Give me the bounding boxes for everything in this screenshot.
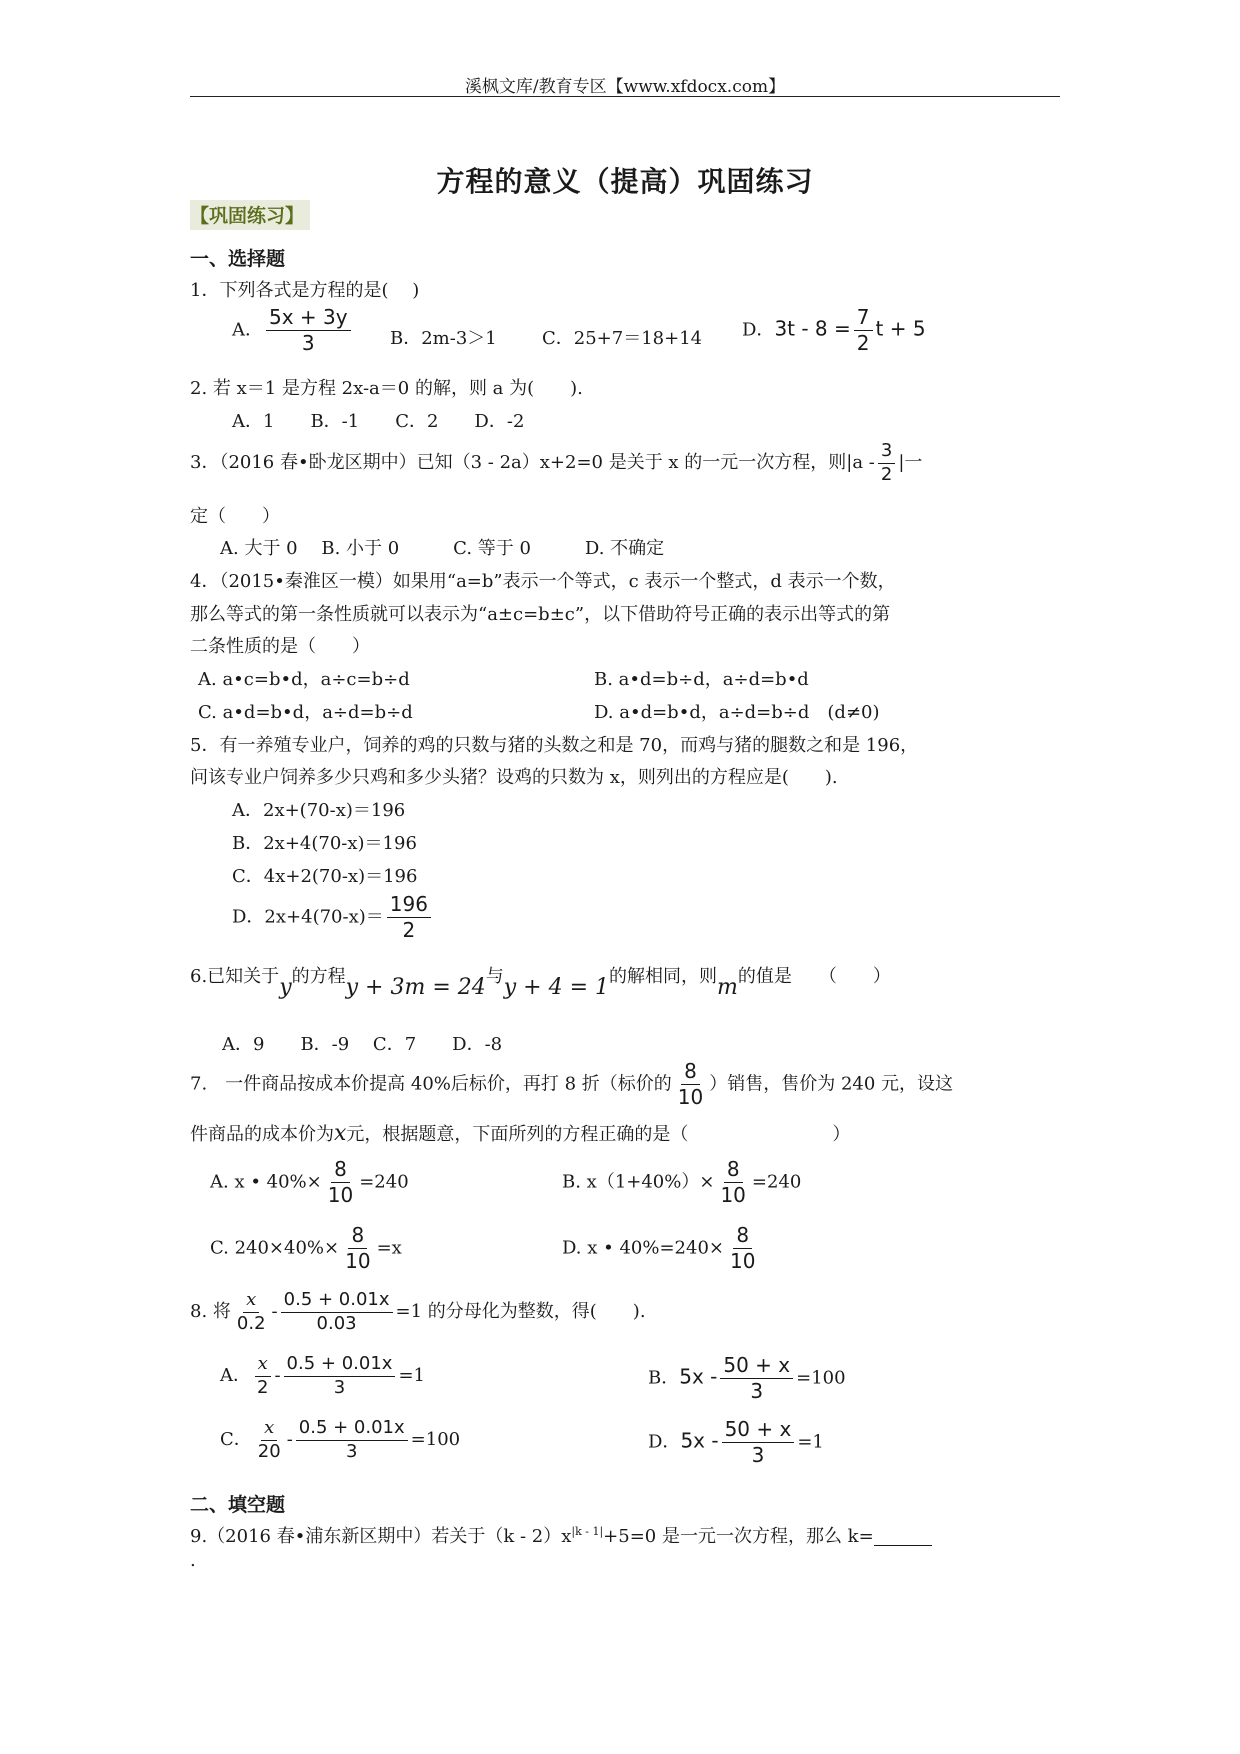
page-title: 方程的意义（提高）巩固练习 [436,165,814,198]
q1-option-d: D．3t - 8 = $\frac{7}{2}$ t + 5 [742,305,926,355]
q6-options: A．9 B．-9 C．7 D．-8 [222,1034,503,1055]
q4-option-b: B. a•d=b÷d，a÷d=b•d [594,669,809,690]
q4-option-a: A. a•c=b•d，a÷c=b÷d [198,669,410,690]
q7-option-c: C. 240×40%× $\frac{8}{10}$ =x [210,1223,402,1273]
q9-answer-blank[interactable] [874,1527,932,1546]
q4-option-c: C. a•d=b•d，a÷d=b÷d [198,702,413,723]
section-heading-choice: 一、选择题 [190,248,286,270]
q8-option-b: B．5x - $\frac{50 + x}{3}$ =100 [648,1353,846,1403]
q3-stem: 3．（2016 春•卧龙区期中）已知（3 - 2a）x+2=0 是关于 x 的一元一次方程，则|a - $\frac{3}{2}$ |一 [190,440,923,485]
q2-options: A．1 B．-1 C．2 D．-2 [232,411,525,432]
page-header: 溪枫文库/教育专区【www.xfdocx.com】 [464,77,786,97]
q7-option-b: B. x（1+40%）× $\frac{8}{10}$ =240 [562,1157,802,1207]
q8-option-a: A． $\frac{x}{2}$ - $\frac{0.5 + 0.01x}{3}$ =1 [220,1353,425,1398]
q7-line-1: 7. 一件商品按成本价提高 40%后标价，再打 8 折（标价的 $\frac{8}{10}$ ）销售，售价为 240 元，设这 [190,1059,954,1109]
q4-line-1: 4．（2015•秦淮区一模）如果用“a=b”表示一个等式，c 表示一个整式，d 表示一个数， [190,571,896,592]
q1-option-a: A． $\frac{5x + 3y}{3}$ [232,306,354,355]
q5-option-a: A．2x+(70-x)＝196 [232,800,406,821]
q8-stem: 8. 将 $\frac{x}{0.2}$ - $\frac{0.5 + 0.01x}{0.03}$ =1 的分母化为整数，得( ). [190,1289,646,1334]
q5-option-b: B．2x+4(70-x)＝196 [232,833,417,854]
q1-stem: 1．下列各式是方程的是( ) [190,280,420,301]
q1-option-b: B．2m-3＞1 [390,328,497,349]
q4-option-d: D. a•d=b•d，a÷d=b÷d (d≠0) [594,702,880,723]
q6-stem: 6.已知关于y的方程y + 3m = 24与y + 4 = 1的解相同，则m的值是 （ ） [190,966,891,1000]
q3-stem-cont: 定（ ） [190,506,280,527]
q7-option-d: D. x • 40%=240× $\frac{8}{10}$ [562,1223,756,1273]
q7-option-a: A. x • 40%× $\frac{8}{10}$ =240 [210,1157,409,1207]
q2-stem: 2. 若 x＝1 是方程 2x-a＝0 的解，则 a 为( ). [190,378,583,399]
q4-line-3: 二条性质的是（ ） [190,636,370,657]
q7-line-2: 件商品的成本价为x元，根据题意，下面所列的方程正确的是（ ） [190,1121,851,1146]
section-heading-fill: 二、填空题 [190,1494,286,1516]
q5-line-1: 5．有一养殖专业户，饲养的鸡的只数与猪的头数之和是 70，而鸡与猪的腿数之和是 196， [190,735,919,756]
q5-line-2: 问该专业户饲养多少只鸡和多少头猪？设鸡的只数为 x，则列出的方程应是( ). [190,767,838,788]
section-badge: 【巩固练习】 [190,200,310,230]
q5-option-c: C．4x+2(70-x)＝196 [232,866,418,887]
q9-stem: 9.（2016 春•浦东新区期中）若关于$(k - 2)x^{|k - 1|}+5=0$ 是一元一次方程，那么 k= [190,1522,932,1548]
q1-option-c: C．25+7＝18+14 [542,328,703,349]
q8-option-c: C． $\frac{x}{20}$ - $\frac{0.5 + 0.01x}{3}$ =100 [220,1417,461,1462]
q9-trailing-dot: . [190,1550,196,1571]
header-divider [190,96,1060,97]
q5-option-d: D．2x+4(70-x)＝ $\frac{196}{2}$ [232,893,434,942]
q3-options: A. 大于 0 B. 小于 0 C. 等于 0 D. 不确定 [220,538,665,559]
q8-option-d: D．5x - $\frac{50 + x}{3}$ =1 [648,1417,824,1467]
q4-line-2: 那么等式的第一条性质就可以表示为“a±c=b±c”，以下借助符号正确的表示出等式的第 [190,604,891,625]
